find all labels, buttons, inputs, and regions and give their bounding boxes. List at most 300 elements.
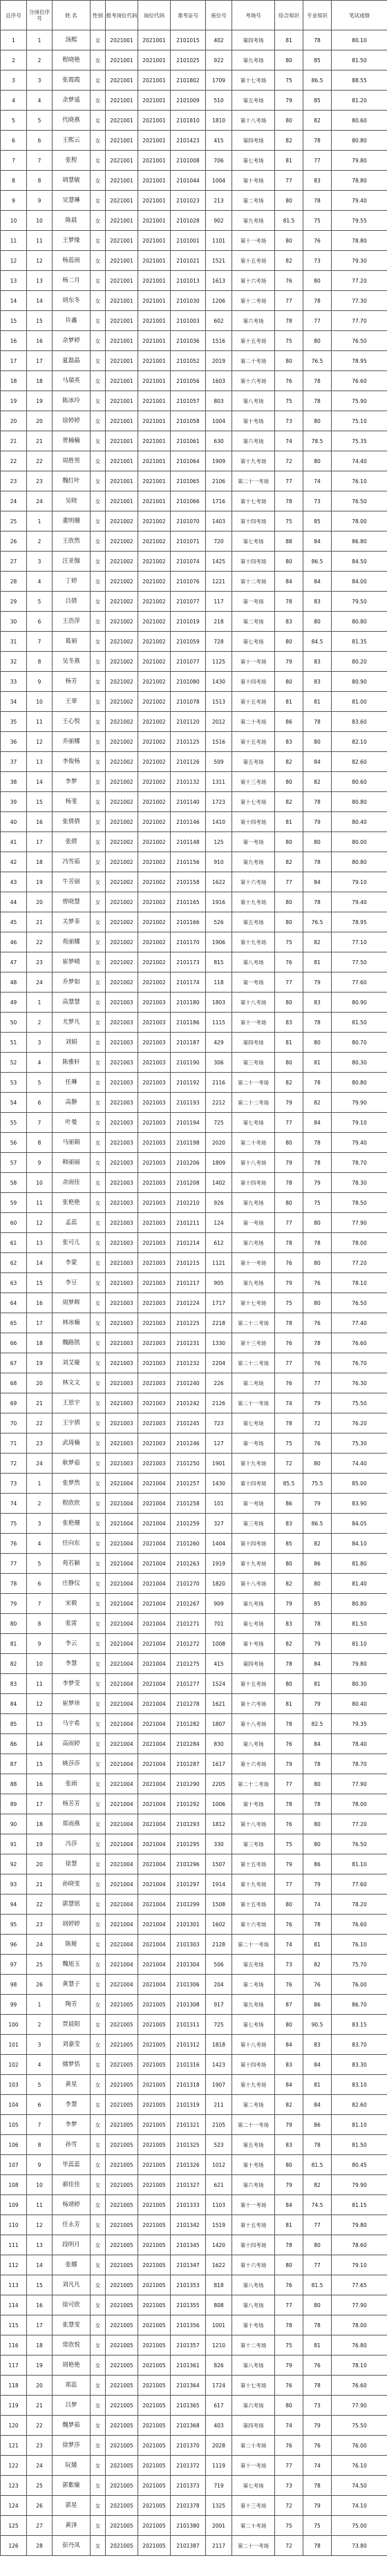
cell-applied-post-code: 2021002 bbox=[106, 892, 138, 912]
cell-name: 郭慧铭 bbox=[53, 1895, 91, 1915]
cell-written-score: 80.80 bbox=[332, 792, 387, 812]
cell-ticket-number: 2101295 bbox=[171, 1834, 206, 1854]
cell-post-index: 21 bbox=[27, 431, 53, 451]
table-row bbox=[1, 1834, 387, 1854]
cell-written-score: 76.30 bbox=[332, 1373, 387, 1393]
cell-general-knowledge-score: 80 bbox=[275, 772, 303, 792]
cell-post-index: 8 bbox=[27, 1133, 53, 1153]
cell-total-index: 66 bbox=[1, 1333, 27, 1353]
cell-exam-room: 第十四考场 bbox=[232, 1474, 275, 1494]
cell-applied-post-code: 2021001 bbox=[106, 151, 138, 171]
cell-post-code: 2021002 bbox=[138, 932, 171, 952]
cell-total-index: 125 bbox=[1, 2516, 27, 2536]
cell-total-index: 71 bbox=[1, 1433, 27, 1454]
cell-seat-number: 118 bbox=[206, 972, 232, 993]
cell-applied-post-code: 2021001 bbox=[106, 131, 138, 151]
cell-name: 李梦莹 bbox=[53, 1674, 91, 1694]
cell-gender: 女 bbox=[91, 2155, 106, 2175]
cell-general-knowledge-score: 79 bbox=[275, 1754, 303, 1774]
cell-written-score: 81.00 bbox=[332, 692, 387, 712]
cell-name: 葛丽 bbox=[53, 632, 91, 652]
cell-applied-post-code: 2021005 bbox=[106, 2135, 138, 2155]
table-row bbox=[1, 451, 387, 471]
cell-post-code: 2021005 bbox=[138, 2035, 171, 2055]
cell-seat-number: 1103 bbox=[206, 2195, 232, 2215]
cell-applied-post-code: 2021004 bbox=[106, 1654, 138, 1674]
cell-post-code: 2021004 bbox=[138, 1814, 171, 1834]
cell-post-code: 2021004 bbox=[138, 1494, 171, 1514]
cell-applied-post-code: 2021005 bbox=[106, 2335, 138, 2356]
cell-total-index: 82 bbox=[1, 1654, 27, 1674]
cell-general-knowledge-score: 80 bbox=[275, 2396, 303, 2416]
table-row bbox=[1, 50, 387, 70]
cell-written-score: 81.20 bbox=[332, 91, 387, 111]
table-header bbox=[1, 1, 387, 30]
table-row bbox=[1, 1073, 387, 1093]
table-row bbox=[1, 2075, 387, 2095]
cell-gender: 女 bbox=[91, 1854, 106, 1874]
cell-exam-room: 第二考场 bbox=[232, 2095, 275, 2115]
cell-written-score: 76.60 bbox=[332, 1333, 387, 1353]
cell-gender: 女 bbox=[91, 732, 106, 752]
cell-written-score: 81.10 bbox=[332, 2115, 387, 2135]
cell-general-knowledge-score: 77 bbox=[275, 1874, 303, 1895]
cell-name: 王翠 bbox=[53, 692, 91, 712]
cell-post-index: 24 bbox=[27, 1454, 53, 1474]
cell-written-score: 80.80 bbox=[332, 612, 387, 632]
cell-post-index: 17 bbox=[27, 1794, 53, 1814]
cell-name: 关梦菲 bbox=[53, 912, 91, 932]
cell-post-code: 2021004 bbox=[138, 1854, 171, 1874]
table-row bbox=[1, 2396, 387, 2416]
cell-applied-post-code: 2021003 bbox=[106, 1013, 138, 1033]
cell-total-index: 86 bbox=[1, 1734, 27, 1754]
cell-exam-room: 第二十二考场 bbox=[232, 1353, 275, 1373]
cell-post-index: 26 bbox=[27, 1975, 53, 1995]
cell-gender: 女 bbox=[91, 271, 106, 291]
cell-post-index: 7 bbox=[27, 632, 53, 652]
cell-post-index: 26 bbox=[27, 2496, 53, 2516]
cell-professional-knowledge-score: 75 bbox=[303, 211, 332, 231]
cell-general-knowledge-score: 80 bbox=[275, 1895, 303, 1915]
cell-name: 董明珊 bbox=[53, 511, 91, 532]
table-row bbox=[1, 872, 387, 892]
cell-ticket-number: 2101312 bbox=[171, 2035, 206, 2055]
cell-gender: 女 bbox=[91, 2516, 106, 2536]
cell-applied-post-code: 2021001 bbox=[106, 50, 138, 70]
cell-exam-room: 第七考场 bbox=[232, 632, 275, 652]
cell-gender: 女 bbox=[91, 191, 106, 211]
cell-professional-knowledge-score: 80 bbox=[303, 271, 332, 291]
cell-gender: 女 bbox=[91, 70, 106, 91]
cell-professional-knowledge-score: 82 bbox=[303, 2175, 332, 2195]
cell-general-knowledge-score: 77 bbox=[275, 1213, 303, 1233]
cell-exam-room: 第十九考场 bbox=[232, 892, 275, 912]
cell-general-knowledge-score: 78 bbox=[275, 1794, 303, 1814]
cell-post-code: 2021005 bbox=[138, 2155, 171, 2175]
cell-general-knowledge-score: 82 bbox=[275, 752, 303, 772]
cell-written-score: 77.20 bbox=[332, 271, 387, 291]
cell-total-index: 123 bbox=[1, 2476, 27, 2496]
cell-applied-post-code: 2021001 bbox=[106, 311, 138, 331]
cell-professional-knowledge-score: 81 bbox=[303, 692, 332, 712]
cell-gender: 女 bbox=[91, 772, 106, 792]
cell-ticket-number: 2101361 bbox=[171, 2356, 206, 2376]
cell-seat-number: 621 bbox=[206, 2175, 232, 2195]
cell-exam-room: 第六考场 bbox=[232, 311, 275, 331]
cell-applied-post-code: 2021004 bbox=[106, 1734, 138, 1754]
cell-ticket-number: 2101076 bbox=[171, 572, 206, 592]
cell-exam-room: 第十九考场 bbox=[232, 1554, 275, 1574]
cell-name: 任向东 bbox=[53, 1534, 91, 1554]
cell-seat-number: 523 bbox=[206, 2135, 232, 2155]
cell-applied-post-code: 2021002 bbox=[106, 932, 138, 952]
cell-written-score: 79.10 bbox=[332, 872, 387, 892]
cell-post-index: 11 bbox=[27, 1193, 53, 1213]
cell-ticket-number: 2101071 bbox=[171, 532, 206, 552]
table-row bbox=[1, 712, 387, 732]
cell-exam-room: 第十四考场 bbox=[232, 552, 275, 572]
cell-exam-room: 第二十一考场 bbox=[232, 2115, 275, 2135]
cell-post-code: 2021001 bbox=[138, 111, 171, 131]
cell-applied-post-code: 2021002 bbox=[106, 972, 138, 993]
cell-name: 张倩 bbox=[53, 832, 91, 852]
cell-applied-post-code: 2021001 bbox=[106, 91, 138, 111]
cell-ticket-number: 2101126 bbox=[171, 752, 206, 772]
cell-exam-room: 第二十二考场 bbox=[232, 1313, 275, 1333]
cell-exam-room: 第十四考场 bbox=[232, 812, 275, 832]
cell-post-code: 2021002 bbox=[138, 732, 171, 752]
cell-written-score: 78.70 bbox=[332, 1754, 387, 1774]
cell-general-knowledge-score: 78 bbox=[275, 2235, 303, 2255]
cell-total-index: 116 bbox=[1, 2335, 27, 2356]
table-row bbox=[1, 1373, 387, 1393]
cell-applied-post-code: 2021004 bbox=[106, 1494, 138, 1514]
cell-post-index: 4 bbox=[27, 91, 53, 111]
cell-ticket-number: 2101080 bbox=[171, 672, 206, 692]
cell-ticket-number: 2101311 bbox=[171, 2015, 206, 2035]
cell-name: 冯雪茹 bbox=[53, 852, 91, 872]
cell-exam-room: 第二十考场 bbox=[232, 2516, 275, 2536]
cell-ticket-number: 2101345 bbox=[171, 2235, 206, 2255]
cell-applied-post-code: 2021003 bbox=[106, 1333, 138, 1353]
cell-ticket-number: 2101225 bbox=[171, 1313, 206, 1333]
table-row bbox=[1, 2536, 387, 2556]
cell-exam-room: 第二考场 bbox=[232, 1373, 275, 1393]
cell-post-index: 4 bbox=[27, 1053, 53, 1073]
cell-name: 孟蕊 bbox=[53, 1213, 91, 1233]
cell-post-code: 2021002 bbox=[138, 852, 171, 872]
cell-professional-knowledge-score: 85 bbox=[303, 91, 332, 111]
cell-total-index: 67 bbox=[1, 1353, 27, 1373]
cell-post-index: 12 bbox=[27, 251, 53, 271]
cell-ticket-number: 2101287 bbox=[171, 1754, 206, 1774]
table-row bbox=[1, 1213, 387, 1233]
cell-post-index: 5 bbox=[27, 1073, 53, 1093]
table-row bbox=[1, 932, 387, 952]
cell-professional-knowledge-score: 90.5 bbox=[303, 2015, 332, 2035]
cell-post-code: 2021003 bbox=[138, 1133, 171, 1153]
cell-ticket-number: 2101008 bbox=[171, 151, 206, 171]
cell-gender: 女 bbox=[91, 1514, 106, 1534]
cell-ticket-number: 2101190 bbox=[171, 1053, 206, 1073]
cell-seat-number: 728 bbox=[206, 632, 232, 652]
cell-post-code: 2021004 bbox=[138, 1734, 171, 1754]
cell-name: 张霞霞 bbox=[53, 70, 91, 91]
cell-general-knowledge-score: 79 bbox=[275, 1273, 303, 1293]
cell-general-knowledge-score: 82 bbox=[275, 1634, 303, 1654]
cell-post-index: 7 bbox=[27, 1113, 53, 1133]
cell-ticket-number: 2101296 bbox=[171, 1854, 206, 1874]
cell-total-index: 35 bbox=[1, 712, 27, 732]
cell-gender: 女 bbox=[91, 1634, 106, 1654]
cell-gender: 女 bbox=[91, 411, 106, 431]
cell-general-knowledge-score: 77 bbox=[275, 291, 303, 311]
cell-ticket-number: 2101299 bbox=[171, 1895, 206, 1915]
cell-exam-room: 第九考场 bbox=[232, 1273, 275, 1293]
cell-professional-knowledge-score: 78 bbox=[303, 1073, 332, 1093]
cell-total-index: 89 bbox=[1, 1794, 27, 1814]
cell-post-index: 24 bbox=[27, 2456, 53, 2476]
cell-general-knowledge-score: 80 bbox=[275, 351, 303, 371]
cell-written-score: 84.10 bbox=[332, 1534, 387, 1554]
cell-professional-knowledge-score: 79 bbox=[303, 812, 332, 832]
cell-applied-post-code: 2021002 bbox=[106, 832, 138, 852]
cell-post-code: 2021001 bbox=[138, 351, 171, 371]
cell-exam-room: 第二考场 bbox=[232, 191, 275, 211]
cell-total-index: 58 bbox=[1, 1173, 27, 1193]
cell-exam-room: 第十八考场 bbox=[232, 993, 275, 1013]
cell-general-knowledge-score: 78 bbox=[275, 1654, 303, 1674]
cell-post-index: 3 bbox=[27, 1033, 53, 1053]
cell-total-index: 90 bbox=[1, 1814, 27, 1834]
table-row bbox=[1, 592, 387, 612]
cell-general-knowledge-score: 84 bbox=[275, 2195, 303, 2215]
cell-post-code: 2021003 bbox=[138, 1073, 171, 1093]
cell-exam-room: 第九考场 bbox=[232, 1594, 275, 1614]
cell-post-code: 2021005 bbox=[138, 2095, 171, 2115]
cell-general-knowledge-score: 86 bbox=[275, 1494, 303, 1514]
cell-exam-room: 第十考场 bbox=[232, 171, 275, 191]
cell-applied-post-code: 2021003 bbox=[106, 1454, 138, 1474]
table-row bbox=[1, 2155, 387, 2175]
cell-general-knowledge-score: 75 bbox=[275, 331, 303, 351]
cell-name: 吴冬燕 bbox=[53, 652, 91, 672]
cell-post-index: 5 bbox=[27, 1554, 53, 1574]
cell-written-score: 80.40 bbox=[332, 1694, 387, 1714]
cell-applied-post-code: 2021005 bbox=[106, 2416, 138, 2436]
cell-professional-knowledge-score: 80 bbox=[303, 1774, 332, 1794]
cell-general-knowledge-score: 85.5 bbox=[275, 1474, 303, 1494]
cell-applied-post-code: 2021002 bbox=[106, 872, 138, 892]
cell-gender: 女 bbox=[91, 652, 106, 672]
table-row bbox=[1, 1614, 387, 1634]
cell-exam-room: 第二十一考场 bbox=[232, 1935, 275, 1955]
cell-applied-post-code: 2021003 bbox=[106, 1053, 138, 1073]
cell-written-score: 78.00 bbox=[332, 1233, 387, 1253]
cell-applied-post-code: 2021005 bbox=[106, 1995, 138, 2015]
cell-post-index: 21 bbox=[27, 2396, 53, 2416]
cell-ticket-number: 2101231 bbox=[171, 1333, 206, 1353]
cell-total-index: 20 bbox=[1, 411, 27, 431]
cell-total-index: 109 bbox=[1, 2195, 27, 2215]
cell-total-index: 119 bbox=[1, 2396, 27, 2416]
cell-post-code: 2021002 bbox=[138, 572, 171, 592]
cell-applied-post-code: 2021001 bbox=[106, 491, 138, 511]
cell-gender: 女 bbox=[91, 572, 106, 592]
table-row bbox=[1, 1554, 387, 1574]
cell-ticket-number: 2101353 bbox=[171, 2275, 206, 2295]
table-row bbox=[1, 1814, 387, 1834]
cell-seat-number: 403 bbox=[206, 2416, 232, 2436]
table-row bbox=[1, 2376, 387, 2396]
cell-general-knowledge-score: 78 bbox=[275, 1413, 303, 1433]
table-row bbox=[1, 1173, 387, 1193]
cell-post-code: 2021001 bbox=[138, 191, 171, 211]
cell-exam-room: 第三考场 bbox=[232, 1053, 275, 1073]
cell-written-score: 79.90 bbox=[332, 1093, 387, 1113]
cell-gender: 女 bbox=[91, 231, 106, 251]
cell-exam-room: 第二十考场 bbox=[232, 712, 275, 732]
cell-gender: 女 bbox=[91, 1233, 106, 1253]
cell-seat-number: 2204 bbox=[206, 1353, 232, 1373]
table-row bbox=[1, 1153, 387, 1173]
cell-general-knowledge-score: 80 bbox=[275, 1133, 303, 1153]
cell-general-knowledge-score: 75 bbox=[275, 511, 303, 532]
cell-general-knowledge-score: 77 bbox=[275, 2295, 303, 2315]
cell-written-score: 74.50 bbox=[332, 2476, 387, 2496]
cell-total-index: 32 bbox=[1, 652, 27, 672]
cell-exam-room: 第十六考场 bbox=[232, 2255, 275, 2275]
cell-name: 汤熙 bbox=[53, 30, 91, 50]
cell-name: 丁婷 bbox=[53, 572, 91, 592]
cell-gender: 女 bbox=[91, 1133, 106, 1153]
cell-post-index: 18 bbox=[27, 371, 53, 391]
cell-general-knowledge-score: 86 bbox=[275, 712, 303, 732]
cell-total-index: 126 bbox=[1, 2536, 27, 2556]
cell-professional-knowledge-score: 75 bbox=[303, 2516, 332, 2536]
cell-written-score: 75.00 bbox=[332, 2516, 387, 2536]
cell-applied-post-code: 2021001 bbox=[106, 70, 138, 91]
cell-gender: 女 bbox=[91, 2396, 106, 2416]
cell-name: 叶曼 bbox=[53, 1113, 91, 1133]
cell-written-score: 76.10 bbox=[332, 1935, 387, 1955]
table-row bbox=[1, 2015, 387, 2035]
cell-general-knowledge-score: 78 bbox=[275, 1313, 303, 1333]
cell-general-knowledge-score: 81 bbox=[275, 151, 303, 171]
cell-exam-room: 第十七考场 bbox=[232, 70, 275, 91]
header-row bbox=[1, 1, 387, 30]
cell-seat-number: 2001 bbox=[206, 2516, 232, 2536]
cell-post-index: 19 bbox=[27, 391, 53, 411]
table-row bbox=[1, 612, 387, 632]
cell-written-score: 79.10 bbox=[332, 1113, 387, 1133]
cell-post-index: 23 bbox=[27, 1433, 53, 1454]
cell-gender: 女 bbox=[91, 1293, 106, 1313]
cell-exam-room: 第十四考场 bbox=[232, 1173, 275, 1193]
cell-total-index: 44 bbox=[1, 892, 27, 912]
cell-ticket-number: 2101370 bbox=[171, 2436, 206, 2456]
cell-post-index: 13 bbox=[27, 1714, 53, 1734]
cell-name: 杨斐 bbox=[53, 792, 91, 812]
cell-total-index: 47 bbox=[1, 952, 27, 972]
cell-post-code: 2021004 bbox=[138, 1935, 171, 1955]
cell-general-knowledge-score: 73 bbox=[275, 2476, 303, 2496]
cell-exam-room: 第五考场 bbox=[232, 1955, 275, 1975]
cell-total-index: 107 bbox=[1, 2155, 27, 2175]
cell-post-index: 16 bbox=[27, 2295, 53, 2315]
cell-name: 段明月 bbox=[53, 2235, 91, 2255]
cell-exam-room: 第七考场 bbox=[232, 1614, 275, 1634]
table-row bbox=[1, 151, 387, 171]
cell-post-code: 2021003 bbox=[138, 1373, 171, 1393]
cell-gender: 女 bbox=[91, 1313, 106, 1333]
cell-post-code: 2021004 bbox=[138, 1634, 171, 1654]
cell-exam-room: 第十三考场 bbox=[232, 2496, 275, 2516]
cell-applied-post-code: 2021005 bbox=[106, 2536, 138, 2556]
table-row bbox=[1, 2275, 387, 2295]
cell-name: 阮媛 bbox=[53, 2456, 91, 2476]
cell-professional-knowledge-score: 78 bbox=[303, 2536, 332, 2556]
cell-gender: 女 bbox=[91, 2175, 106, 2195]
cell-applied-post-code: 2021003 bbox=[106, 1093, 138, 1113]
cell-general-knowledge-score: 82 bbox=[275, 2095, 303, 2115]
cell-post-index: 3 bbox=[27, 70, 53, 91]
cell-general-knowledge-score: 73 bbox=[275, 411, 303, 431]
cell-post-code: 2021004 bbox=[138, 1774, 171, 1794]
cell-applied-post-code: 2021002 bbox=[106, 712, 138, 732]
cell-gender: 女 bbox=[91, 371, 106, 391]
cell-post-index: 20 bbox=[27, 1854, 53, 1874]
cell-applied-post-code: 2021004 bbox=[106, 1694, 138, 1714]
cell-ticket-number: 2101056 bbox=[171, 371, 206, 391]
cell-post-index: 15 bbox=[27, 1273, 53, 1293]
cell-gender: 女 bbox=[91, 2315, 106, 2335]
cell-exam-room: 第四考场 bbox=[232, 131, 275, 151]
cell-general-knowledge-score: 77 bbox=[275, 471, 303, 491]
table-row bbox=[1, 1273, 387, 1293]
cell-applied-post-code: 2021005 bbox=[106, 2456, 138, 2476]
cell-gender: 女 bbox=[91, 1895, 106, 1915]
cell-seat-number: 1404 bbox=[206, 1534, 232, 1554]
cell-gender: 女 bbox=[91, 1333, 106, 1353]
cell-total-index: 38 bbox=[1, 772, 27, 792]
cell-total-index: 13 bbox=[1, 271, 27, 291]
cell-post-index: 13 bbox=[27, 271, 53, 291]
cell-post-index: 16 bbox=[27, 1774, 53, 1794]
cell-professional-knowledge-score: 78 bbox=[303, 1754, 332, 1774]
cell-seat-number: 2019 bbox=[206, 351, 232, 371]
cell-gender: 女 bbox=[91, 1534, 106, 1554]
cell-post-index: 13 bbox=[27, 752, 53, 772]
cell-seat-number: 1622 bbox=[206, 872, 232, 892]
cell-ticket-number: 2101194 bbox=[171, 1113, 206, 1133]
cell-professional-knowledge-score: 79 bbox=[303, 2496, 332, 2516]
cell-gender: 女 bbox=[91, 612, 106, 632]
cell-ticket-number: 2101077 bbox=[171, 652, 206, 672]
cell-exam-room: 第十五考场 bbox=[232, 1895, 275, 1915]
cell-seat-number: 1121 bbox=[206, 1253, 232, 1273]
cell-total-index: 23 bbox=[1, 471, 27, 491]
table-row bbox=[1, 2416, 387, 2436]
cell-post-index: 21 bbox=[27, 1874, 53, 1895]
cell-ticket-number: 2101246 bbox=[171, 1433, 206, 1454]
cell-post-code: 2021003 bbox=[138, 1093, 171, 1113]
cell-post-index: 9 bbox=[27, 1634, 53, 1654]
cell-ticket-number: 2101333 bbox=[171, 2195, 206, 2215]
cell-written-score: 78.95 bbox=[332, 351, 387, 371]
cell-exam-room: 第四考场 bbox=[232, 2416, 275, 2436]
